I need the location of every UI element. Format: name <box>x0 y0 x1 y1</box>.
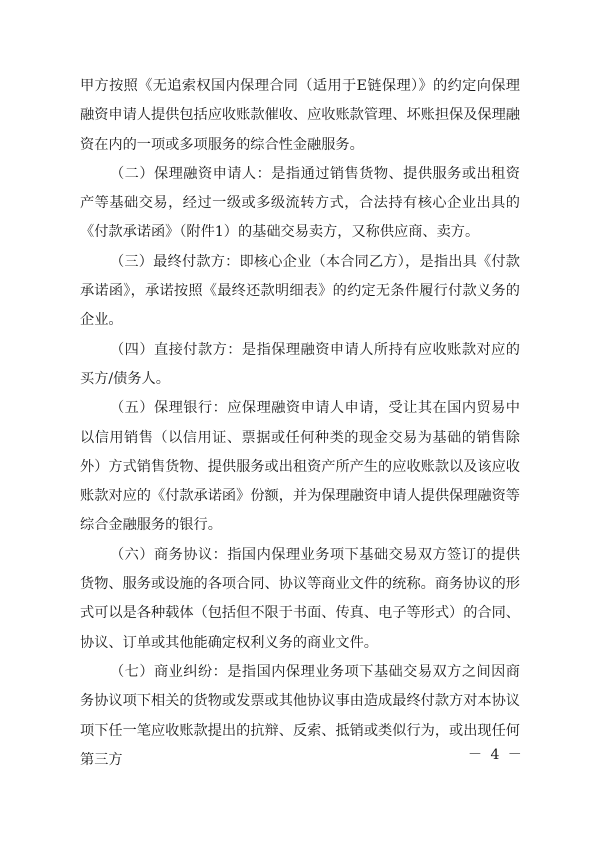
paragraph-factoring-bank: （五）保理银行：应保理融资申请人申请，受让其在国内贸易中以信用销售（以信用证、票据或任何种类的现金交易为基础的销售除外）方式销售货物、提供服务或出租资产所产生的应收账款以及该应收账款对应的《付款承诺函》份额，并为保理融资申请人提供保理融资等综合金融服务的银行。 <box>80 400 520 534</box>
body-text <box>80 72 520 775</box>
paragraph-commercial-agreement: （六）商务协议：指国内保理业务项下基础交易双方签订的提供货物、服务或设施的各项合同、协议等商业文件的统称。商务协议的形式可以是各种载体（包括但不限于书面、传真、电子等形式）的合同、协议、订单或其他能确定权利义务的商业文件。 <box>80 546 520 651</box>
paragraph-commercial-dispute: （七）商业纠纷：是指国内保理业务项下基础交易双方之间因商务协议项下相关的货物或发票或其他协议事由造成最终付款方对本协议项下任一笔应收账款提出的抗辩、反索、抵销或类似行为，或出现任何第三方 <box>80 663 520 768</box>
page-number: － 4 － <box>468 747 524 763</box>
paragraph-intro-continuation: 甲方按照《无追索权国内保理合同（适用于E链保理）》的约定向保理融资申请人提供包括应收账款催收、应收账款管理、坏账担保及保理融资在内的一项或多项服务的综合性金融服务。 <box>80 78 520 153</box>
paragraph-direct-payer: （四）直接付款方：是指保理融资申请人所持有应收账款对应的买方/债务人。 <box>80 341 520 387</box>
paragraph-factoring-applicant: （二）保理融资申请人：是指通过销售货物、提供服务或出租资产等基础交易，经过一级或多级流转方式，合法持有核心企业出具的《付款承诺函》（附件1）的基础交易卖方，又称供应商、卖方。 <box>80 165 520 241</box>
paragraph-final-payer: （三）最终付款方：即核心企业（本合同乙方），是指出具《付款承诺函》，承诺按照《最终还款明细表》的约定无条件履行付款义务的企业。 <box>80 253 520 329</box>
